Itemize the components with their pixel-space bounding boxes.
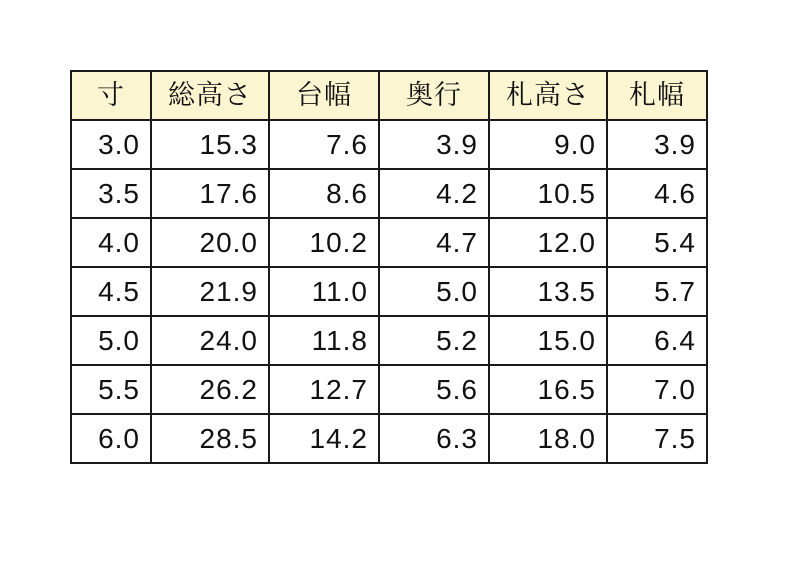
cell-total-height: 21.9 (151, 267, 269, 316)
cell-total-height: 24.0 (151, 316, 269, 365)
cell-total-height: 26.2 (151, 365, 269, 414)
cell-tablet-height: 18.0 (489, 414, 607, 463)
cell-depth: 6.3 (379, 414, 489, 463)
cell-sun: 5.0 (71, 316, 151, 365)
column-header-tablet-height: 札高さ (489, 71, 607, 120)
column-header-total-height: 総高さ (151, 71, 269, 120)
cell-tablet-height: 12.0 (489, 218, 607, 267)
cell-depth: 4.2 (379, 169, 489, 218)
column-header-depth: 奥行 (379, 71, 489, 120)
table-body (71, 120, 707, 463)
column-header-tablet-width: 札幅 (607, 71, 707, 120)
table-row (71, 169, 707, 218)
table-row (71, 414, 707, 463)
cell-base-width: 14.2 (269, 414, 379, 463)
cell-tablet-width: 5.4 (607, 218, 707, 267)
column-header-sun: 寸 (71, 71, 151, 120)
table-row (71, 365, 707, 414)
cell-sun: 4.0 (71, 218, 151, 267)
cell-sun: 5.5 (71, 365, 151, 414)
cell-tablet-height: 15.0 (489, 316, 607, 365)
cell-tablet-width: 7.0 (607, 365, 707, 414)
table-row (71, 316, 707, 365)
cell-depth: 4.7 (379, 218, 489, 267)
cell-tablet-width: 7.5 (607, 414, 707, 463)
cell-base-width: 8.6 (269, 169, 379, 218)
cell-tablet-height: 10.5 (489, 169, 607, 218)
cell-total-height: 17.6 (151, 169, 269, 218)
cell-base-width: 12.7 (269, 365, 379, 414)
cell-total-height: 20.0 (151, 218, 269, 267)
cell-depth: 5.6 (379, 365, 489, 414)
table-row (71, 218, 707, 267)
cell-depth: 5.2 (379, 316, 489, 365)
cell-depth: 3.9 (379, 120, 489, 169)
cell-total-height: 15.3 (151, 120, 269, 169)
cell-tablet-height: 9.0 (489, 120, 607, 169)
spec-table (70, 70, 708, 464)
cell-tablet-width: 6.4 (607, 316, 707, 365)
cell-base-width: 11.0 (269, 267, 379, 316)
spec-table-container (70, 70, 706, 464)
cell-base-width: 10.2 (269, 218, 379, 267)
cell-base-width: 7.6 (269, 120, 379, 169)
cell-sun: 4.5 (71, 267, 151, 316)
column-header-base-width: 台幅 (269, 71, 379, 120)
cell-total-height: 28.5 (151, 414, 269, 463)
table-row (71, 267, 707, 316)
cell-sun: 6.0 (71, 414, 151, 463)
cell-tablet-height: 13.5 (489, 267, 607, 316)
cell-tablet-height: 16.5 (489, 365, 607, 414)
table-row (71, 120, 707, 169)
cell-tablet-width: 4.6 (607, 169, 707, 218)
cell-base-width: 11.8 (269, 316, 379, 365)
cell-sun: 3.5 (71, 169, 151, 218)
table-header-row (71, 71, 707, 120)
cell-tablet-width: 5.7 (607, 267, 707, 316)
cell-sun: 3.0 (71, 120, 151, 169)
cell-depth: 5.0 (379, 267, 489, 316)
table-header (71, 71, 707, 120)
cell-tablet-width: 3.9 (607, 120, 707, 169)
